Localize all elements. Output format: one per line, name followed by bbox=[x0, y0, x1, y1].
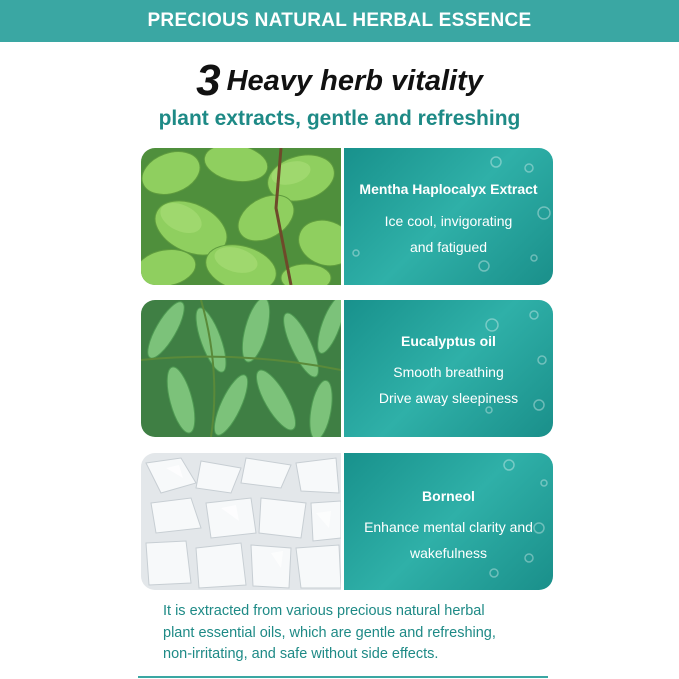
ingredient-card-mint bbox=[141, 148, 553, 285]
ingredient-name: Mentha Haplocalyx Extract bbox=[359, 181, 538, 197]
bottom-divider bbox=[138, 676, 548, 678]
footer-line: plant essential oils, which are gentle and refreshing, bbox=[163, 624, 496, 641]
footer-line: It is extracted from various precious natural herbal bbox=[163, 603, 485, 619]
headline-number: 3 bbox=[196, 56, 221, 105]
ingredient-card-borneol bbox=[141, 453, 553, 590]
banner-title: PRECIOUS NATURAL HERBAL ESSENCE bbox=[147, 10, 532, 31]
footer-line: non-irritating, and safe without side effects. bbox=[163, 646, 439, 662]
ingredient-benefit-line2: Drive away sleepiness bbox=[378, 390, 519, 406]
ingredient-name: Borneol bbox=[422, 488, 475, 504]
subheadline: plant extracts, gentle and refreshing bbox=[158, 107, 521, 130]
ingredient-card-eucalyptus bbox=[141, 300, 553, 437]
ingredient-name: Eucalyptus oil bbox=[401, 333, 496, 349]
ingredient-benefit-line1: Ice cool, invigorating bbox=[384, 213, 513, 229]
borneol-crystals-image bbox=[141, 453, 341, 590]
ingredient-benefit-line1: Smooth breathing bbox=[393, 364, 504, 380]
headline bbox=[0, 56, 679, 106]
ingredient-benefit-line2: and fatigued bbox=[409, 239, 488, 255]
ingredient-info-mint bbox=[344, 148, 553, 285]
ingredient-benefit-line2: wakefulness bbox=[409, 545, 488, 561]
headline-text: Heavy herb vitality bbox=[226, 64, 483, 97]
ingredient-info-eucalyptus bbox=[344, 300, 553, 437]
mint-leaves-image bbox=[141, 148, 341, 285]
footer-description bbox=[163, 601, 543, 666]
eucalyptus-leaves-image bbox=[141, 300, 341, 437]
ingredient-info-borneol bbox=[344, 453, 553, 590]
ingredient-benefit-line1: Enhance mental clarity and bbox=[364, 519, 533, 535]
